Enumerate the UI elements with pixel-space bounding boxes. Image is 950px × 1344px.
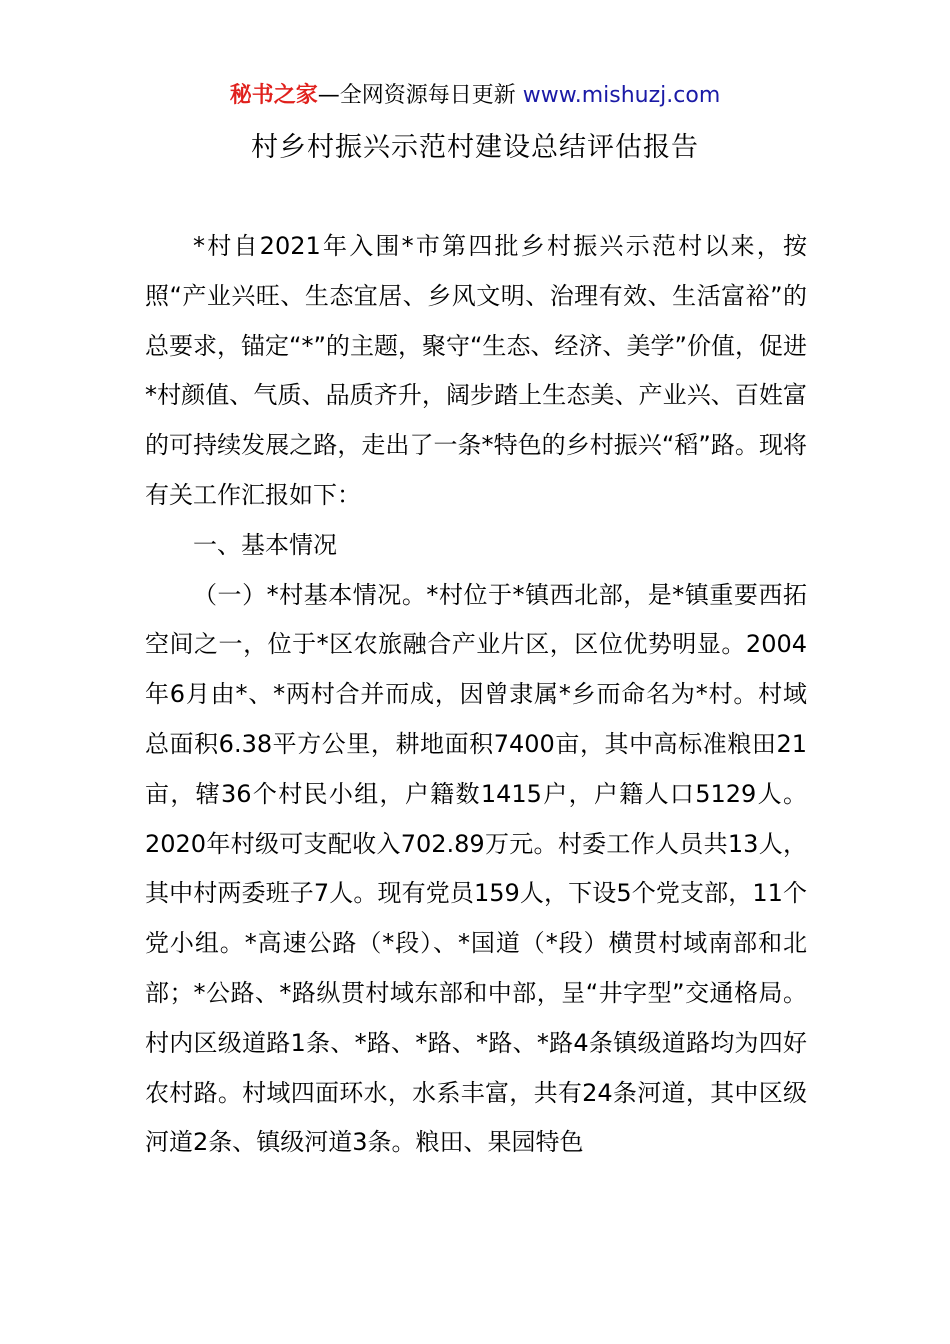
brand-name: 秘书之家 [229, 83, 318, 108]
header-tagline: —全网资源每日更新 [317, 83, 516, 108]
document-body [145, 222, 807, 1168]
section-heading-basic-info: 一、基本情况 [193, 530, 337, 559]
site-url-link[interactable]: www.mishuzj.com [522, 83, 721, 108]
document-title: 村乡村振兴示范村建设总结评估报告 [251, 132, 699, 163]
paragraph-village-overview: （一）*村基本情况。*村位于*镇西北部，是*镇重要西拓空间之一，位于*区农旅融合产业片区，区位优势明显。2004年6月由*、*两村合并而成，因曾隶属*乡而命名为*村。村域总面积6.38平方公里，耕地面积7400亩，其中高标准粮田21亩，辖36个村民小组，户籍数1415户，户籍人口5129人。2020年村级可支配收入702.89万元。村委工作人员共13人，其中村两委班子7人。现有党员159人，下设5个党支部，11个党小组。*高速公路（*段）、*国道（*段）横贯村域南部和北部；*公路、*路纵贯村域东部和中部，呈“井字型”交通格局。村内区级道路1条、*路、*路、*路、*路4条镇级道路均为四好农村路。村域四面环水，水系丰富，共有24条河道，其中区级河道2条、镇级河道3条。粮田、果园特色 [145, 580, 807, 1157]
site-header [0, 80, 950, 112]
paragraph-intro: *村自2021年入围*市第四批乡村振兴示范村以来，按照“产业兴旺、生态宜居、乡风文明、治理有效、生活富裕”的总要求，锚定“*”的主题，聚守“生态、经济、美学”价值，促进*村颜值、气质、品质齐升，阔步踏上生态美、产业兴、百姓富的可持续发展之路，走出了一条*特色的乡村振兴“稻”路。现将有关工作汇报如下： [145, 232, 807, 509]
